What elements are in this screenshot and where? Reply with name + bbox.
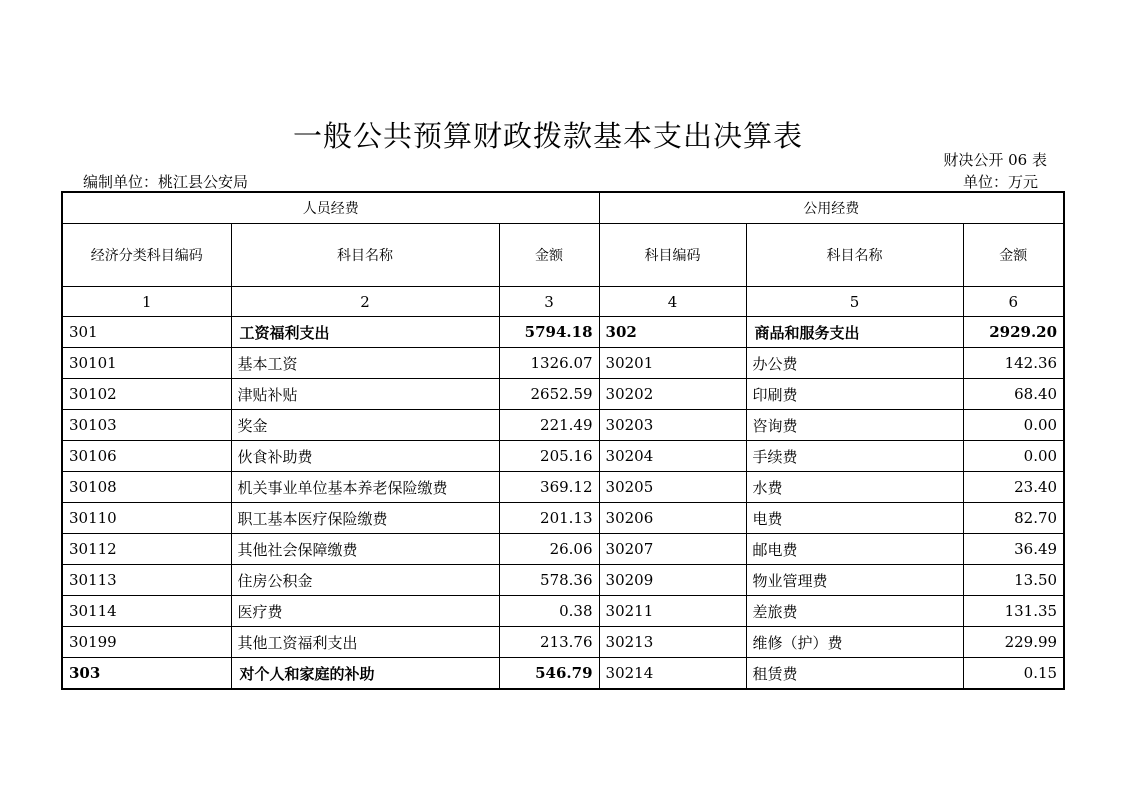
header-econ-code: 经济分类科目编码 — [62, 224, 231, 287]
left-amount: 0.38 — [499, 596, 599, 627]
left-code: 30110 — [62, 503, 231, 534]
right-code: 30201 — [599, 348, 746, 379]
section-header-row — [62, 192, 1064, 224]
left-code: 303 — [62, 658, 231, 690]
table-row — [62, 534, 1064, 565]
table-row — [62, 348, 1064, 379]
table-row — [62, 503, 1064, 534]
header-item-code: 科目编码 — [599, 224, 746, 287]
right-amount: 2929.20 — [963, 317, 1064, 348]
left-amount: 578.36 — [499, 565, 599, 596]
left-amount: 369.12 — [499, 472, 599, 503]
right-code: 30214 — [599, 658, 746, 690]
col-number: 2 — [231, 287, 499, 317]
right-name: 维修（护）费 — [746, 627, 963, 658]
right-name: 办公费 — [746, 348, 963, 379]
column-number-row — [62, 287, 1064, 317]
table-row — [62, 379, 1064, 410]
right-code: 30205 — [599, 472, 746, 503]
left-name: 机关事业单位基本养老保险缴费 — [231, 472, 499, 503]
right-name: 印刷费 — [746, 379, 963, 410]
right-amount: 82.70 — [963, 503, 1064, 534]
col-number: 5 — [746, 287, 963, 317]
right-name: 邮电费 — [746, 534, 963, 565]
right-code: 30207 — [599, 534, 746, 565]
col-number: 3 — [499, 287, 599, 317]
col-number: 4 — [599, 287, 746, 317]
left-name: 职工基本医疗保险缴费 — [231, 503, 499, 534]
left-code: 30101 — [62, 348, 231, 379]
right-amount: 13.50 — [963, 565, 1064, 596]
header-item-name: 科目名称 — [746, 224, 963, 287]
left-name: 医疗费 — [231, 596, 499, 627]
right-code: 30203 — [599, 410, 746, 441]
left-code: 301 — [62, 317, 231, 348]
left-amount: 5794.18 — [499, 317, 599, 348]
table-row — [62, 410, 1064, 441]
right-amount: 142.36 — [963, 348, 1064, 379]
right-amount: 36.49 — [963, 534, 1064, 565]
left-amount: 213.76 — [499, 627, 599, 658]
left-name: 伙食补助费 — [231, 441, 499, 472]
right-name: 手续费 — [746, 441, 963, 472]
table-row — [62, 596, 1064, 627]
column-header-row — [62, 224, 1064, 287]
header-amount: 金额 — [963, 224, 1064, 287]
compiler-unit: 编制单位：桃江县公安局 — [83, 173, 249, 191]
right-name: 差旅费 — [746, 596, 963, 627]
right-amount: 0.15 — [963, 658, 1064, 690]
right-amount: 131.35 — [963, 596, 1064, 627]
col-number: 6 — [963, 287, 1064, 317]
section-personnel: 人员经费 — [62, 192, 599, 224]
right-code: 302 — [599, 317, 746, 348]
left-amount: 2652.59 — [499, 379, 599, 410]
left-name: 住房公积金 — [231, 565, 499, 596]
right-code: 30206 — [599, 503, 746, 534]
left-code: 30199 — [62, 627, 231, 658]
right-code: 30213 — [599, 627, 746, 658]
table-row — [62, 441, 1064, 472]
col-number: 1 — [62, 287, 231, 317]
right-name: 租赁费 — [746, 658, 963, 690]
page-title: 一般公共预算财政拨款基本支出决算表 — [292, 119, 803, 153]
right-amount: 68.40 — [963, 379, 1064, 410]
right-code: 30202 — [599, 379, 746, 410]
header-amount: 金额 — [499, 224, 599, 287]
section-public: 公用经费 — [599, 192, 1064, 224]
table-row — [62, 565, 1064, 596]
left-name: 基本工资 — [231, 348, 499, 379]
left-amount: 205.16 — [499, 441, 599, 472]
left-code: 30102 — [62, 379, 231, 410]
right-name: 咨询费 — [746, 410, 963, 441]
right-name: 商品和服务支出 — [746, 317, 963, 348]
table-row — [62, 658, 1064, 690]
left-name: 奖金 — [231, 410, 499, 441]
form-number: 财决公开 06 表 — [943, 151, 1047, 169]
right-name: 物业管理费 — [746, 565, 963, 596]
right-amount: 229.99 — [963, 627, 1064, 658]
left-code: 30112 — [62, 534, 231, 565]
right-amount: 0.00 — [963, 441, 1064, 472]
left-amount: 1326.07 — [499, 348, 599, 379]
left-name: 其他社会保障缴费 — [231, 534, 499, 565]
right-amount: 0.00 — [963, 410, 1064, 441]
table-row — [62, 317, 1064, 348]
left-name: 对个人和家庭的补助 — [231, 658, 499, 690]
right-name: 水费 — [746, 472, 963, 503]
left-amount: 221.49 — [499, 410, 599, 441]
budget-table — [61, 191, 1065, 690]
right-code: 30204 — [599, 441, 746, 472]
left-code: 30103 — [62, 410, 231, 441]
right-code: 30209 — [599, 565, 746, 596]
right-name: 电费 — [746, 503, 963, 534]
table-row — [62, 472, 1064, 503]
table-row — [62, 627, 1064, 658]
right-code: 30211 — [599, 596, 746, 627]
left-name: 工资福利支出 — [231, 317, 499, 348]
left-amount: 201.13 — [499, 503, 599, 534]
left-code: 30106 — [62, 441, 231, 472]
currency-unit: 单位：万元 — [962, 173, 1038, 191]
left-code: 30108 — [62, 472, 231, 503]
left-amount: 546.79 — [499, 658, 599, 690]
left-code: 30114 — [62, 596, 231, 627]
right-amount: 23.40 — [963, 472, 1064, 503]
left-amount: 26.06 — [499, 534, 599, 565]
left-name: 津贴补贴 — [231, 379, 499, 410]
left-name: 其他工资福利支出 — [231, 627, 499, 658]
left-code: 30113 — [62, 565, 231, 596]
header-item-name: 科目名称 — [231, 224, 499, 287]
